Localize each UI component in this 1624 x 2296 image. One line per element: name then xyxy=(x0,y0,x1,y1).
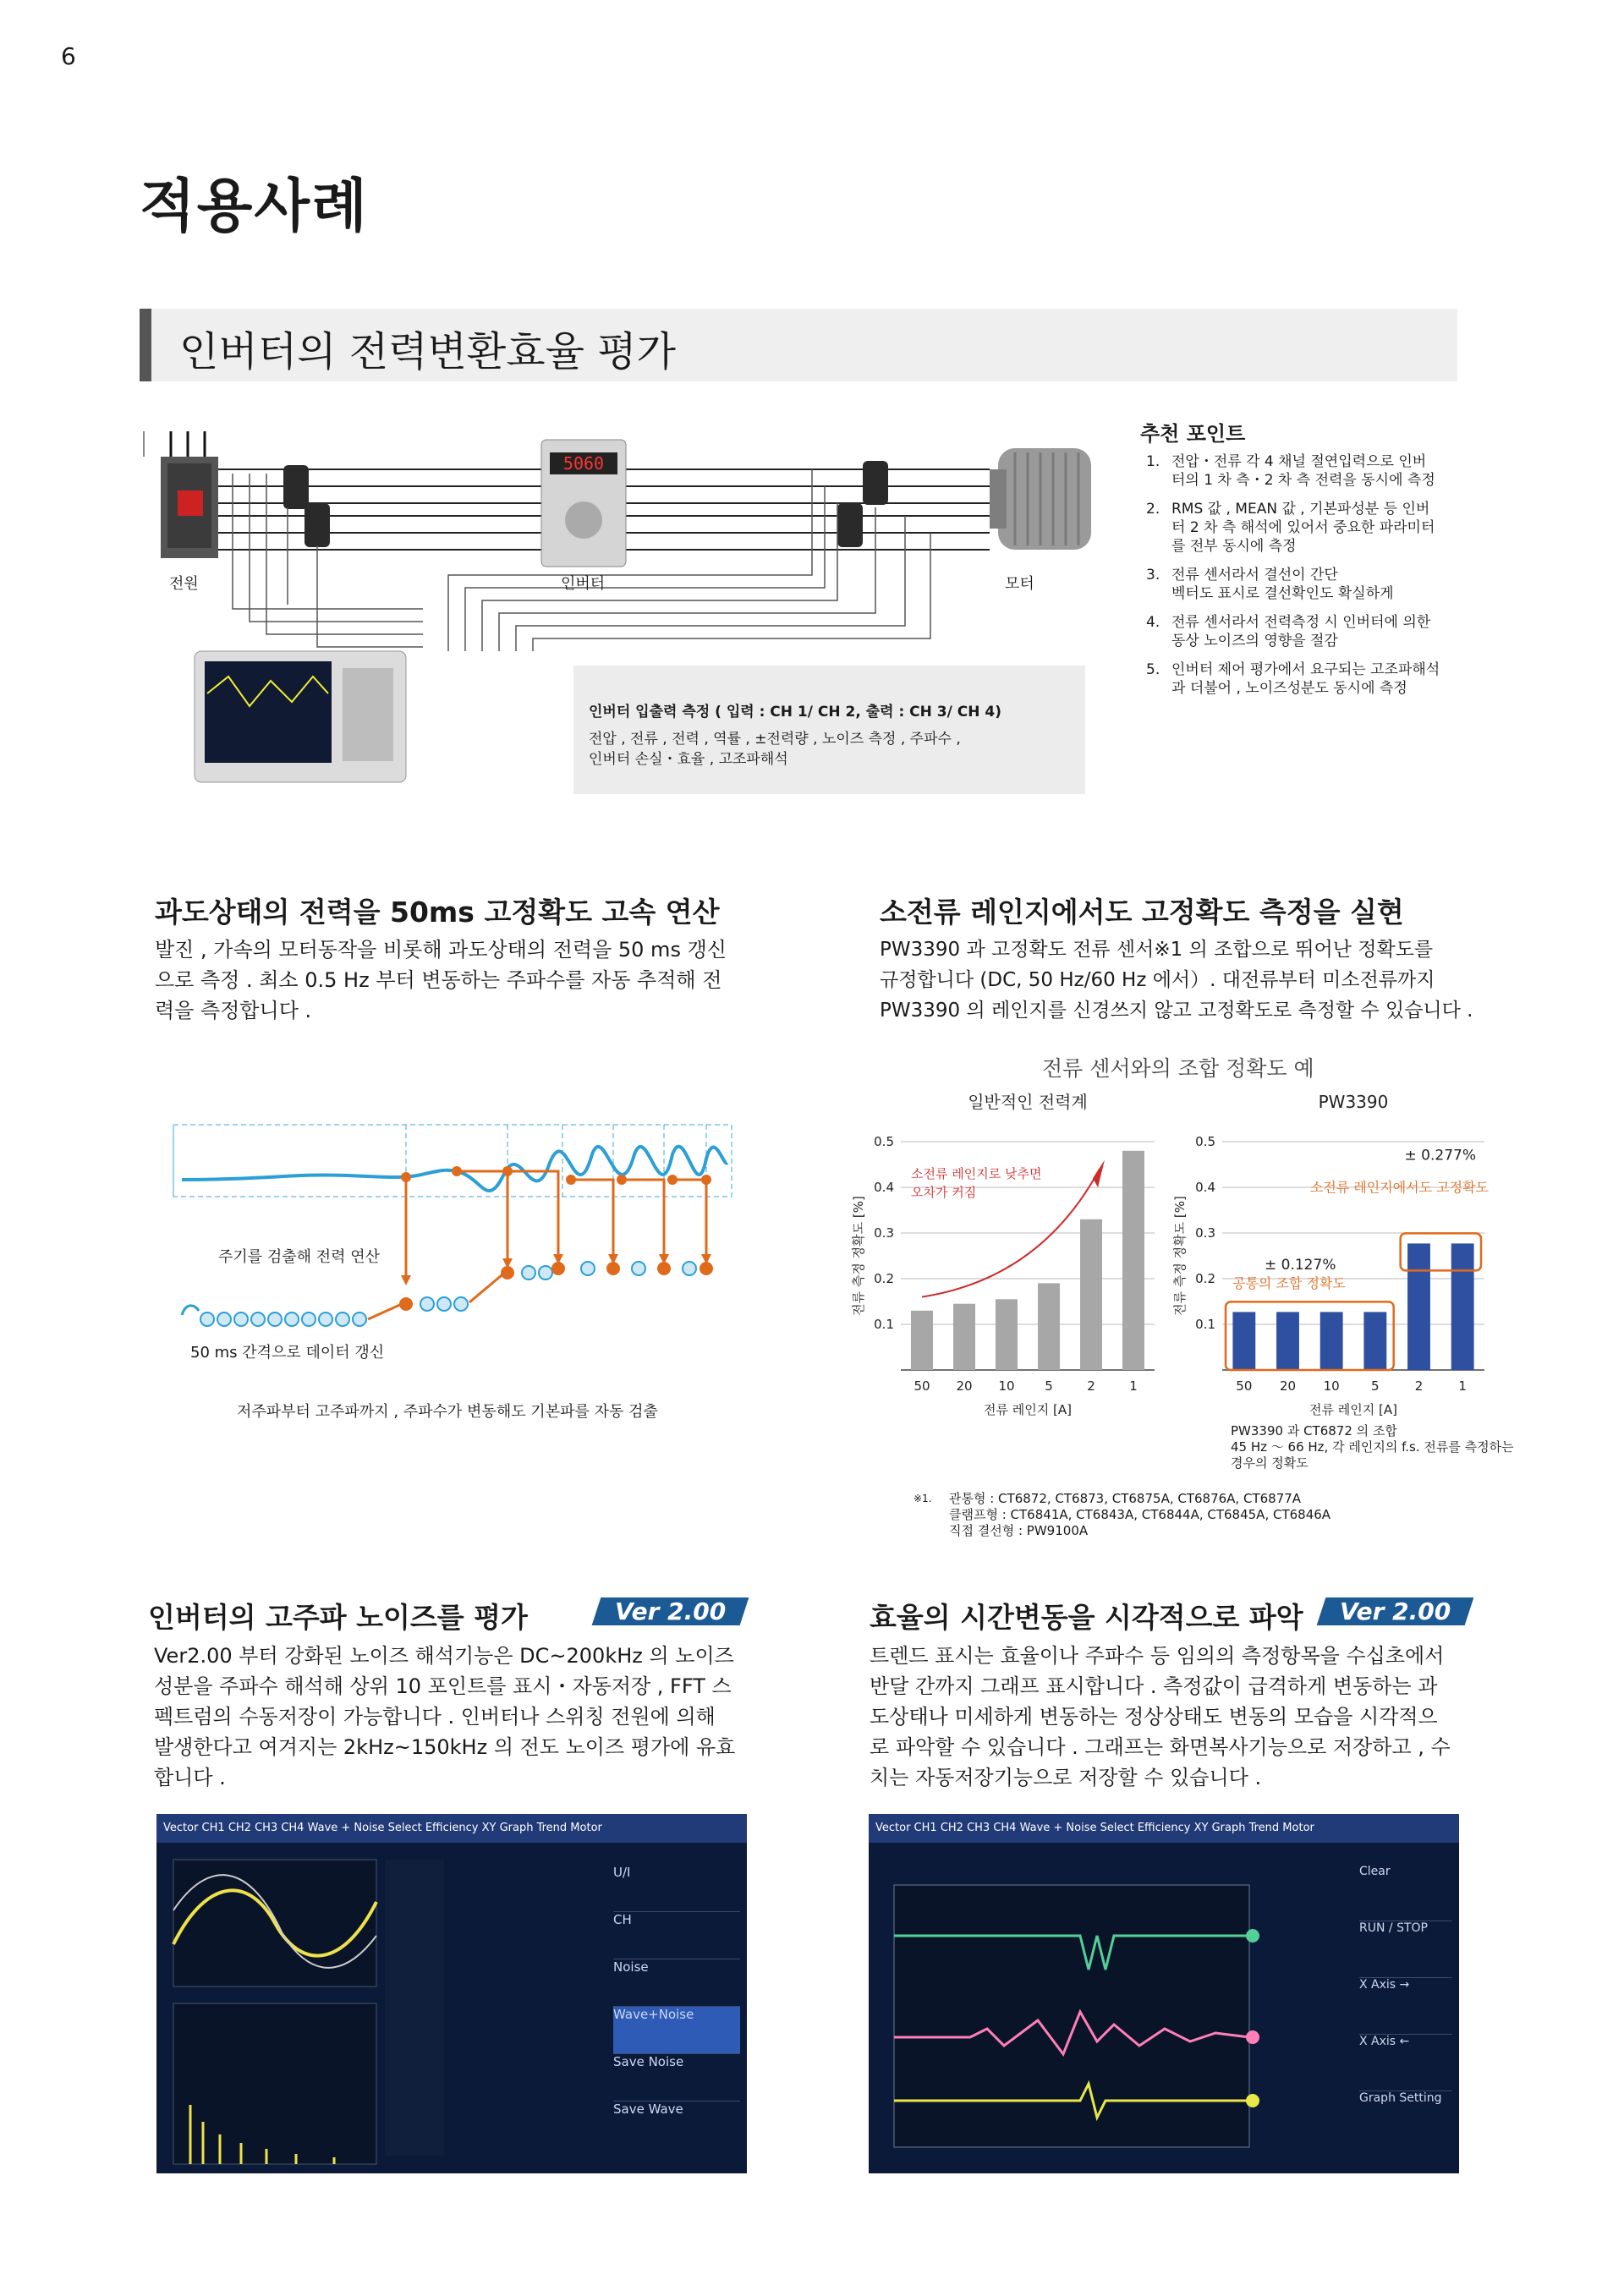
motor-icon xyxy=(990,448,1091,550)
recommend-title: 추천 포인트 xyxy=(1140,422,1246,446)
list-item: 5. 인버터 제어 평가에서 요구되는 고조파해석 과 더불어 , 노이즈성분도 동시에 측정 xyxy=(1146,661,1440,697)
cycle-label: 주기를 검출해 전력 연산 xyxy=(218,1248,381,1266)
breaker-icon xyxy=(144,431,218,558)
inverter-icon xyxy=(541,440,626,567)
motor-label: 모터 xyxy=(1005,575,1034,593)
power-label: 전원 xyxy=(169,575,199,593)
y-tick-label: 0.5 xyxy=(874,1134,894,1149)
chart-heading: 전류 센서와의 조합 정확도 예 xyxy=(1042,1056,1314,1081)
trend-graph xyxy=(869,1843,1266,2173)
bar xyxy=(1080,1219,1102,1370)
chart-title: PW3390 xyxy=(1318,1092,1389,1112)
x-tick-label: 5 xyxy=(1371,1378,1380,1394)
measurement-box-line: 인버터 손실・효율 , 고조파해석 xyxy=(589,751,788,768)
screen-tab-bar: Vector CH1 CH2 CH3 CH4 Wave + Noise Select Efficiency XY Graph Trend Motor xyxy=(869,1814,1459,1843)
section-title: 인버터의 전력변환효율 평가 xyxy=(179,328,676,375)
chart-annotation: 소전류 레인지로 낮추면 xyxy=(911,1166,1042,1182)
transient-caption: 저주파부터 고주파까지 , 주파수가 변동해도 기본파를 자동 검출 xyxy=(237,1403,658,1421)
screen-side-menu xyxy=(613,1865,740,2148)
trend-screenshot xyxy=(869,1814,1459,2173)
accuracy-title: 소전류 레인지에서도 고정확도 측정을 실현 xyxy=(880,896,1404,929)
chart-annotation: ± 0.277% xyxy=(1404,1147,1476,1164)
chart-annotation: 오차가 커짐 xyxy=(911,1185,977,1201)
x-tick-label: 5 xyxy=(1045,1378,1053,1394)
y-tick-label: 0.3 xyxy=(1195,1225,1215,1241)
transient-diagram xyxy=(165,1116,757,1370)
transient-title: 과도상태의 전력을 50ms 고정확도 고속 연산 xyxy=(155,896,720,929)
bar xyxy=(1276,1312,1299,1370)
side-menu-item[interactable]: RUN / STOP xyxy=(1359,1921,1452,1978)
bar xyxy=(1451,1243,1474,1370)
chart-annotation: 공통의 조합 정확도 xyxy=(1232,1274,1346,1291)
list-item: 2. RMS 값 , MEAN 값 , 기본파성분 등 인버 터 2 차 측 해석에 있어서 중요한 파라미터 를 전부 동시에 측정 xyxy=(1146,501,1435,555)
x-tick-label: 20 xyxy=(956,1378,973,1394)
y-tick-label: 0.2 xyxy=(874,1271,894,1286)
arrow-head xyxy=(1093,1160,1105,1187)
x-axis-label: 전류 레인지 [A] xyxy=(984,1402,1072,1417)
y-tick-label: 0.4 xyxy=(874,1180,894,1195)
update-label: 50 ms 간격으로 데이터 갱신 xyxy=(190,1344,385,1362)
recommend-list xyxy=(1146,452,1468,708)
side-menu-item[interactable]: CH xyxy=(613,1912,740,1959)
y-tick-label: 0.5 xyxy=(1195,1134,1215,1149)
noise-text: Ver2.00 부터 강화된 노이즈 해석기능은 DC~200kHz 의 노이즈 성분을 주파수 해석해 상위 10 포인트를 표시・자동저장 , FFT 스 펙트럼의 수동저장이 가능합니다 . 인버터나 스위칭 전원에 의해 발생한다고 여겨지는 2kHz~150kHz 의 전도 노이즈 평가에 유효 합니다 . xyxy=(154,1644,736,1789)
x-tick-label: 1 xyxy=(1129,1378,1138,1394)
x-tick-label: 50 xyxy=(914,1378,930,1394)
screen-side-menu xyxy=(1359,1865,1452,2147)
bar xyxy=(1122,1151,1144,1370)
bar xyxy=(1407,1243,1430,1370)
y-tick-label: 0.1 xyxy=(874,1317,894,1332)
side-menu-item[interactable]: X Axis ← xyxy=(1359,2035,1452,2091)
list-item: 4. 전류 센서라서 전력측정 시 인버터에 의한 동상 노이즈의 영향을 절감 xyxy=(1146,614,1431,649)
measurement-box-line: 전압 , 전류 , 전력 , 역률 , ±전력량 , 노이즈 측정 , 주파수 , xyxy=(589,731,961,748)
x-tick-label: 50 xyxy=(1236,1378,1253,1394)
x-tick-label: 10 xyxy=(998,1378,1015,1394)
x-tick-label: 10 xyxy=(1323,1378,1340,1394)
transient-text: 발진 , 가속의 모터동작을 비롯해 과도상태의 전력을 50 ms 갱신 으로 측정 . 최소 0.5 Hz 부터 변동하는 주파수를 자동 추적해 전 력을 측정합니다 . xyxy=(155,938,727,1022)
list-item: 1. 전압・전류 각 4 채널 절연입력으로 인버 터의 1 차 측・2 차 측 전력을 동시에 측정 xyxy=(1146,453,1435,489)
trend-version-badge: Ver 2.00 xyxy=(1321,1597,1469,1625)
accuracy-charts xyxy=(851,1082,1531,1421)
side-menu-item[interactable]: Wave+Noise xyxy=(613,2007,740,2054)
y-tick-label: 0.4 xyxy=(1195,1180,1215,1195)
trend-text: 트렌드 표시는 효율이나 주파수 등 임의의 측정항목을 수십초에서 반달 간까지 그래프 표시합니다 . 측정값이 급격하게 변동하는 과 도상태나 미세하게 변동하는 정상상태도 변동의 모습을 시각적으 로 파악할 수 있습니다 . 그래프는 화면복사기능으로 저장하고 , 수 치는 자동저장기능으로 저장할 수 있습니다 . xyxy=(870,1644,1451,1789)
bar xyxy=(1320,1312,1343,1370)
y-axis-label: 전류 측정 정확도 [%] xyxy=(1172,1196,1188,1316)
chart-note: PW3390 과 CT6872 의 조합 45 Hz ～ 66 Hz, 각 레인지의 f.s. 전류를 측정하는 경우의 정확도 xyxy=(1231,1423,1514,1471)
side-menu-item[interactable]: U/I xyxy=(613,1865,740,1912)
bar xyxy=(911,1311,933,1370)
bar xyxy=(953,1304,975,1370)
chart-title: 일반적인 전력계 xyxy=(968,1092,1088,1112)
y-tick-label: 0.3 xyxy=(874,1225,894,1241)
noise-screenshot xyxy=(156,1814,747,2173)
footnote: ※1. 관통형 : CT6872, CT6873, CT6875A, CT6876A, CT6877A 클램프형 : CT6841A, CT6843A, CT6844A, CT6845A, CT6846A 직접 결선형 : PW9100A xyxy=(914,1491,1331,1538)
inverter-display: 5060 xyxy=(562,453,605,474)
side-menu-item[interactable]: Save Wave xyxy=(613,2101,683,2117)
power-analyzer-icon xyxy=(195,651,406,782)
bar xyxy=(1038,1283,1060,1370)
side-menu-item[interactable]: Save Noise xyxy=(613,2054,740,2101)
side-menu-item[interactable]: Noise xyxy=(613,1959,740,2007)
bar xyxy=(996,1299,1018,1370)
y-tick-label: 0.1 xyxy=(1195,1317,1215,1332)
y-axis-label: 전류 측정 정확도 [%] xyxy=(851,1196,866,1316)
noise-version-badge: Ver 2.00 xyxy=(596,1597,744,1625)
x-tick-label: 20 xyxy=(1279,1378,1297,1394)
x-tick-label: 2 xyxy=(1087,1378,1095,1394)
x-axis-label: 전류 레인지 [A] xyxy=(1309,1402,1397,1417)
page-heading: 적용사례 xyxy=(140,173,369,240)
chart-annotation: ± 0.127% xyxy=(1265,1257,1336,1274)
x-tick-label: 2 xyxy=(1414,1378,1424,1394)
screen-tab-bar: Vector CH1 CH2 CH3 CH4 Wave + Noise Select Efficiency XY Graph Trend Motor xyxy=(156,1814,747,1843)
inverter-label: 인버터 xyxy=(561,575,606,593)
x-tick-label: 1 xyxy=(1458,1378,1467,1394)
page-number: 6 xyxy=(61,42,76,70)
noise-title: 인버터의 고주파 노이즈를 평가 xyxy=(148,1601,528,1634)
measurement-box xyxy=(573,666,1085,794)
side-menu-item[interactable]: X Axis → xyxy=(1359,1978,1452,2035)
y-tick-label: 0.2 xyxy=(1195,1271,1215,1286)
accuracy-text: PW3390 과 고정확도 전류 센서※1 의 조합으로 뛰어난 정확도를 규정합니다 (DC, 50 Hz/60 Hz 에서）. 대전류부터 미소전류까지 PW3390 의 레인지를 신경쓰지 않고 고정확도로 측정할 수 있습니다 . xyxy=(880,939,1473,1022)
noise-waveform xyxy=(156,1843,596,2173)
measurement-box-title: 인버터 입출력 측정 ( 입력 : CH 1/ CH 2, 출력 : CH 3/ CH 4) xyxy=(589,704,1001,721)
bar xyxy=(1232,1312,1255,1370)
bar xyxy=(1363,1312,1386,1370)
side-menu-item[interactable]: Clear xyxy=(1359,1865,1452,1921)
list-item: 3. 전류 센서라서 결선이 간단 벡터도 표시로 결선확인도 확실하게 xyxy=(1146,567,1394,602)
chart-annotation: 소전류 레인지에서도 고정확도 xyxy=(1309,1179,1489,1196)
trend-title: 효율의 시간변동을 시각적으로 파악 xyxy=(870,1601,1303,1634)
side-menu-item[interactable]: Graph Setting xyxy=(1359,2091,1442,2105)
